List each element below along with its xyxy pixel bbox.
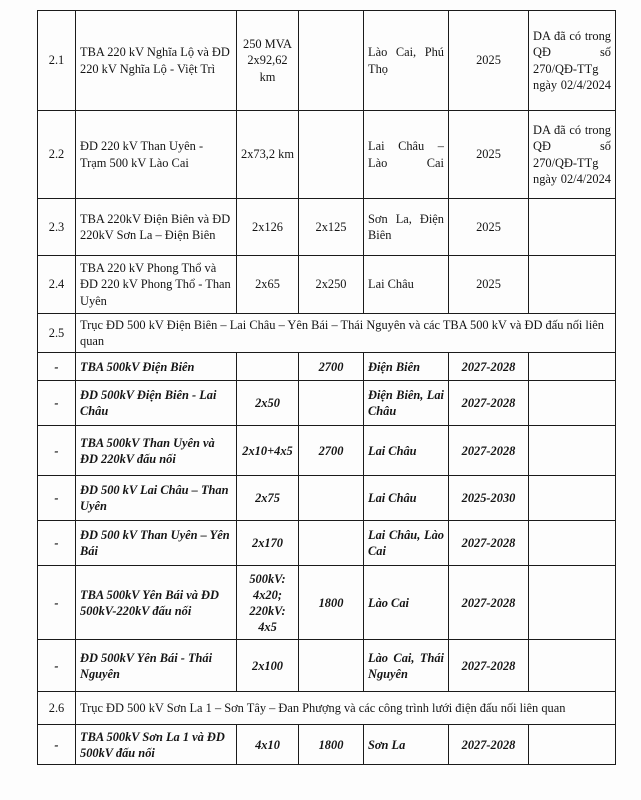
project-province: Lai Châu bbox=[364, 476, 449, 521]
row-number: 2.4 bbox=[38, 256, 76, 314]
project-province: Lào Cai bbox=[364, 566, 449, 640]
project-capacity bbox=[299, 640, 364, 692]
row-number: - bbox=[38, 426, 76, 476]
project-capacity: 2700 bbox=[299, 353, 364, 381]
project-capacity: 1800 bbox=[299, 566, 364, 640]
row-number: - bbox=[38, 521, 76, 566]
project-schedule: 2027-2028 bbox=[449, 353, 529, 381]
row-number: - bbox=[38, 353, 76, 381]
row-number: - bbox=[38, 381, 76, 426]
project-note bbox=[529, 353, 616, 381]
table-row bbox=[38, 199, 616, 256]
project-note: DA đã có trong QĐ số 270/QĐ-TTg ngày 02/4/2024 bbox=[529, 11, 616, 111]
project-name: TBA 220 kV Phong Thổ và ĐD 220 kV Phong Thổ - Than Uyên bbox=[76, 256, 237, 314]
project-schedule: 2027-2028 bbox=[449, 521, 529, 566]
project-capacity bbox=[299, 521, 364, 566]
project-scale: 2x75 bbox=[237, 476, 299, 521]
project-schedule: 2027-2028 bbox=[449, 640, 529, 692]
project-capacity bbox=[299, 111, 364, 199]
project-scale: 250 MVA 2x92,62 km bbox=[237, 11, 299, 111]
project-name: ĐD 500kV Yên Bái - Thái Nguyên bbox=[76, 640, 237, 692]
project-name: TBA 500kV Yên Bái và ĐD 500kV-220kV đấu nối bbox=[76, 566, 237, 640]
table-row bbox=[38, 566, 616, 640]
project-capacity bbox=[299, 11, 364, 111]
project-scale bbox=[237, 353, 299, 381]
table-row bbox=[38, 521, 616, 566]
table-row bbox=[38, 11, 616, 111]
project-name: ĐD 500 kV Lai Châu – Than Uyên bbox=[76, 476, 237, 521]
table-row bbox=[38, 353, 616, 381]
project-note bbox=[529, 426, 616, 476]
project-name: TBA 500kV Điện Biên bbox=[76, 353, 237, 381]
project-province: Điện Biên bbox=[364, 353, 449, 381]
project-scale: 2x170 bbox=[237, 521, 299, 566]
project-schedule: 2025 bbox=[449, 111, 529, 199]
project-scale: 2x10+4x5 bbox=[237, 426, 299, 476]
project-scale: 500kV: 4x20; 220kV: 4x5 bbox=[237, 566, 299, 640]
project-name: TBA 220 kV Nghĩa Lộ và ĐD 220 kV Nghĩa Lộ - Việt Trì bbox=[76, 11, 237, 111]
project-capacity bbox=[299, 381, 364, 426]
project-province: Sơn La bbox=[364, 725, 449, 765]
project-schedule: 2025-2030 bbox=[449, 476, 529, 521]
table-row bbox=[38, 314, 616, 353]
table-row bbox=[38, 426, 616, 476]
project-name: TBA 500kV Than Uyên và ĐD 220kV đấu nối bbox=[76, 426, 237, 476]
project-note bbox=[529, 476, 616, 521]
project-name: TBA 220kV Điện Biên và ĐD 220kV Sơn La – Điện Biên bbox=[76, 199, 237, 256]
project-schedule: 2025 bbox=[449, 256, 529, 314]
table-row bbox=[38, 476, 616, 521]
row-number: 2.3 bbox=[38, 199, 76, 256]
project-scale: 2x73,2 km bbox=[237, 111, 299, 199]
row-number: - bbox=[38, 725, 76, 765]
project-schedule: 2027-2028 bbox=[449, 381, 529, 426]
project-province: Lai Châu bbox=[364, 256, 449, 314]
project-name: ĐD 500kV Điện Biên - Lai Châu bbox=[76, 381, 237, 426]
project-province: Lai Châu – Lào Cai bbox=[364, 111, 449, 199]
project-name: TBA 500kV Sơn La 1 và ĐD 500kV đấu nối bbox=[76, 725, 237, 765]
projects-table bbox=[37, 10, 616, 765]
project-schedule: 2025 bbox=[449, 199, 529, 256]
row-number: 2.6 bbox=[38, 692, 76, 725]
project-note bbox=[529, 256, 616, 314]
project-capacity: 2x125 bbox=[299, 199, 364, 256]
project-capacity bbox=[299, 476, 364, 521]
project-province: Lai Châu bbox=[364, 426, 449, 476]
project-capacity: 1800 bbox=[299, 725, 364, 765]
project-scale: 2x126 bbox=[237, 199, 299, 256]
project-note bbox=[529, 640, 616, 692]
project-capacity: 2700 bbox=[299, 426, 364, 476]
project-schedule: 2027-2028 bbox=[449, 566, 529, 640]
project-province: Sơn La, Điện Biên bbox=[364, 199, 449, 256]
project-province: Lai Châu, Lào Cai bbox=[364, 521, 449, 566]
row-number: 2.5 bbox=[38, 314, 76, 353]
table-row bbox=[38, 640, 616, 692]
project-note bbox=[529, 521, 616, 566]
project-schedule: 2027-2028 bbox=[449, 426, 529, 476]
table-row bbox=[38, 381, 616, 426]
project-note bbox=[529, 725, 616, 765]
project-capacity: 2x250 bbox=[299, 256, 364, 314]
project-scale: 4x10 bbox=[237, 725, 299, 765]
project-note bbox=[529, 199, 616, 256]
table-row bbox=[38, 725, 616, 765]
project-name: ĐD 500 kV Than Uyên – Yên Bái bbox=[76, 521, 237, 566]
row-number: - bbox=[38, 566, 76, 640]
table-row bbox=[38, 692, 616, 725]
project-note: DA đã có trong QĐ số 270/QĐ-TTg ngày 02/4/2024 bbox=[529, 111, 616, 199]
row-number: 2.1 bbox=[38, 11, 76, 111]
project-scale: 2x50 bbox=[237, 381, 299, 426]
project-province: Lào Cai, Phú Thọ bbox=[364, 11, 449, 111]
project-province: Lào Cai, Thái Nguyên bbox=[364, 640, 449, 692]
project-name: ĐD 220 kV Than Uyên - Trạm 500 kV Lào Cai bbox=[76, 111, 237, 199]
table-row bbox=[38, 111, 616, 199]
section-title: Trục ĐD 500 kV Sơn La 1 – Sơn Tây – Đan Phượng và các công trình lưới điện đấu nối liên quan bbox=[76, 692, 616, 725]
table-row bbox=[38, 256, 616, 314]
project-note bbox=[529, 566, 616, 640]
project-scale: 2x100 bbox=[237, 640, 299, 692]
project-schedule: 2025 bbox=[449, 11, 529, 111]
row-number: - bbox=[38, 640, 76, 692]
project-schedule: 2027-2028 bbox=[449, 725, 529, 765]
row-number: 2.2 bbox=[38, 111, 76, 199]
project-note bbox=[529, 381, 616, 426]
section-title: Trục ĐD 500 kV Điện Biên – Lai Châu – Yên Bái – Thái Nguyên và các TBA 500 kV và ĐD đấu nối liên quan bbox=[76, 314, 616, 353]
project-scale: 2x65 bbox=[237, 256, 299, 314]
row-number: - bbox=[38, 476, 76, 521]
project-province: Điện Biên, Lai Châu bbox=[364, 381, 449, 426]
